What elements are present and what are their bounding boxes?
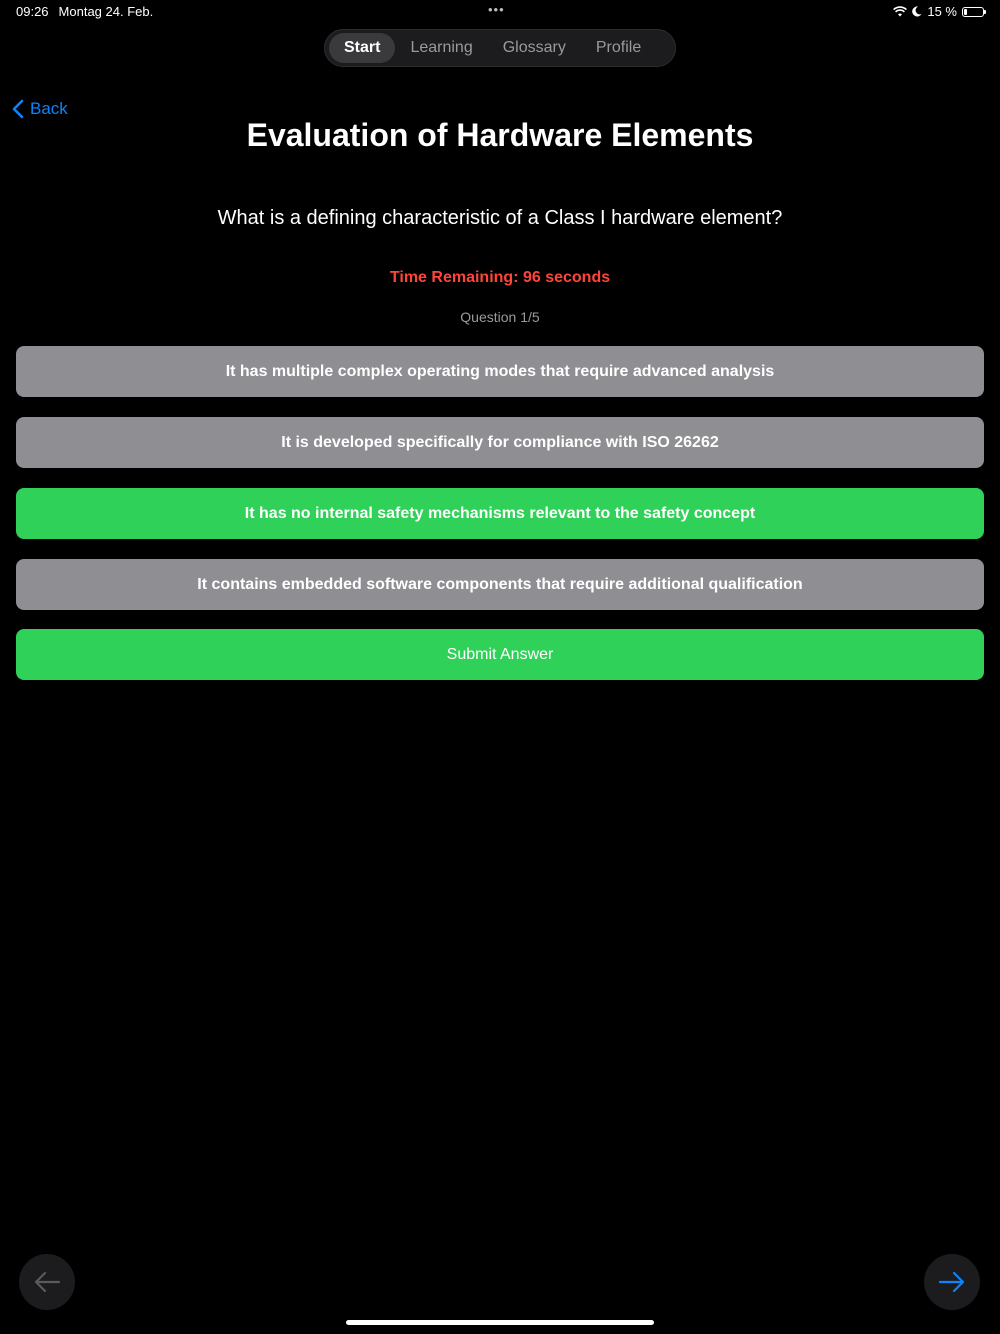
page-title: Evaluation of Hardware Elements xyxy=(246,117,754,153)
back-label: Back xyxy=(30,99,68,118)
status-date: Montag 24. Feb. xyxy=(58,4,154,19)
arrow-right-icon xyxy=(938,1270,966,1294)
battery-icon xyxy=(962,7,984,17)
home-indicator[interactable] xyxy=(346,1320,654,1325)
status-bar-right xyxy=(893,4,984,19)
status-bar-left xyxy=(16,4,153,19)
tab-bar xyxy=(324,29,676,67)
answer-option-1[interactable]: It has multiple complex operating modes that require advanced analysis xyxy=(16,346,984,397)
answer-option-3[interactable]: It has no internal safety mechanisms relevant to the safety concept xyxy=(16,488,984,539)
answer-option-2[interactable]: It is developed specifically for compliance with ISO 26262 xyxy=(16,417,984,468)
moon-icon xyxy=(912,6,922,17)
time-remaining: Time Remaining: 96 seconds xyxy=(389,269,611,286)
battery-percent: 15 % xyxy=(927,4,957,19)
status-time: 09:26 xyxy=(16,4,49,19)
question-text: What is a defining characteristic of a Class I hardware element? xyxy=(217,207,783,229)
tab-learning[interactable]: Learning xyxy=(410,39,473,56)
wifi-icon xyxy=(893,6,907,17)
tab-glossary[interactable]: Glossary xyxy=(502,39,566,56)
tab-profile[interactable]: Profile xyxy=(595,39,642,56)
multitasking-dots[interactable]: ••• xyxy=(488,2,505,17)
answer-option-4[interactable]: It contains embedded software components that require additional qualification xyxy=(16,559,984,610)
submit-answer-button[interactable]: Submit Answer xyxy=(16,629,984,680)
next-button[interactable] xyxy=(924,1254,980,1310)
question-counter: Question 1/5 xyxy=(460,309,540,325)
previous-button[interactable] xyxy=(19,1254,75,1310)
back-button[interactable] xyxy=(12,99,68,119)
chevron-left-icon xyxy=(12,99,24,119)
tab-start[interactable]: Start xyxy=(329,33,395,63)
arrow-left-icon xyxy=(33,1270,61,1294)
answer-list xyxy=(16,346,984,630)
